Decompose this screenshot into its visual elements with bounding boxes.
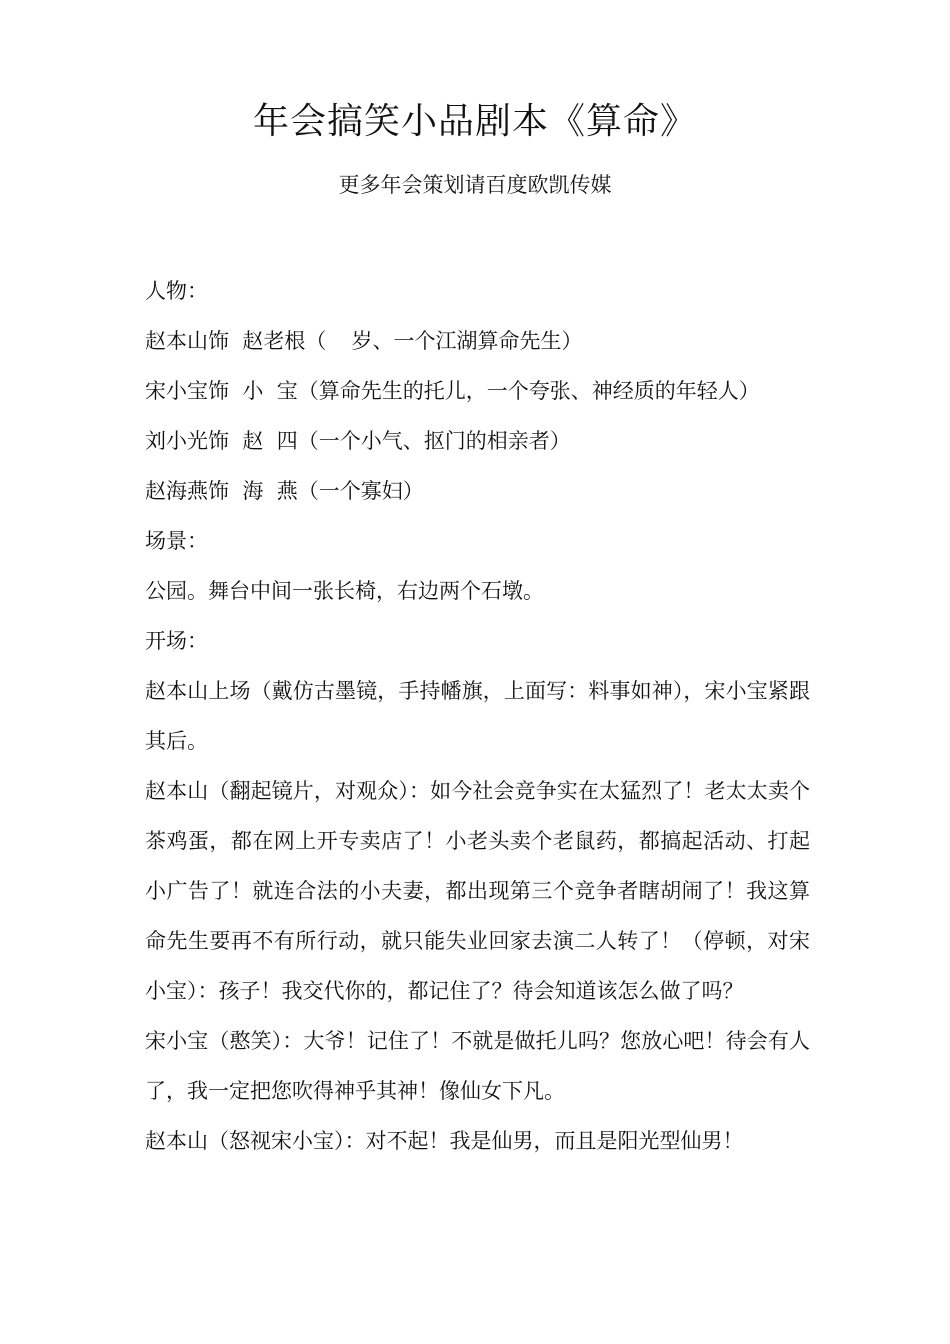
- scene-text: 公园。舞台中间一张长椅，右边两个石墩。: [145, 579, 544, 603]
- character-1-desc: 岁、一个江湖算命先生）: [351, 329, 583, 353]
- document-subtitle: 更多年会策划请百度欧凯传媒: [338, 173, 612, 197]
- scene-heading: 场景：: [145, 529, 208, 553]
- character-line-4: 赵海燕饰 海 燕（一个寡妇）: [145, 479, 424, 503]
- opening-paragraph-1: 赵本山上场（戴仿古墨镜，手持幡旗，上面写：料事如神），宋小宝紧跟其后。: [145, 679, 810, 753]
- character-line-1: [145, 316, 810, 366]
- opening-paragraph-2: 赵本山（翻起镜片，对观众）：如今社会竞争实在太猛烈了！老太太卖个茶鸡蛋，都在网上开专卖店了！小老头卖个老鼠药，都搞起活动、打起小广告了！就连合法的小夫妻，都出现第三个竞争者瞎胡闹了！我这算命先生要再不有所行动，就只能失业回家去演二人转了！（停顿，对宋小宝）：孩子！我交代你的，都记住了？待会知道该怎么做了吗？: [145, 779, 810, 1003]
- character-line-2: 宋小宝饰 小 宝（算命先生的托儿，一个夸张、神经质的年轻人）: [145, 379, 760, 403]
- script-body: [145, 266, 810, 1166]
- opening-paragraph-3: 宋小宝（憨笑）：大爷！记住了！不就是做托儿吗？您放心吧！待会有人了，我一定把您吹得神乎其神！像仙女下凡。: [145, 1029, 810, 1103]
- opening-paragraph-4: 赵本山（怒视宋小宝）：对不起！我是仙男，而且是阳光型仙男！: [145, 1129, 744, 1153]
- document-title: 年会搞笑小品剧本《算命》: [252, 101, 697, 142]
- character-1-role: 赵老根（: [242, 329, 327, 353]
- opening-heading: 开场：: [145, 629, 208, 653]
- character-1-actor: 赵本山饰: [145, 329, 229, 353]
- characters-heading: 人物：: [145, 279, 208, 303]
- character-line-3: 刘小光饰 赵 四（一个小气、抠门的相亲者）: [145, 429, 571, 453]
